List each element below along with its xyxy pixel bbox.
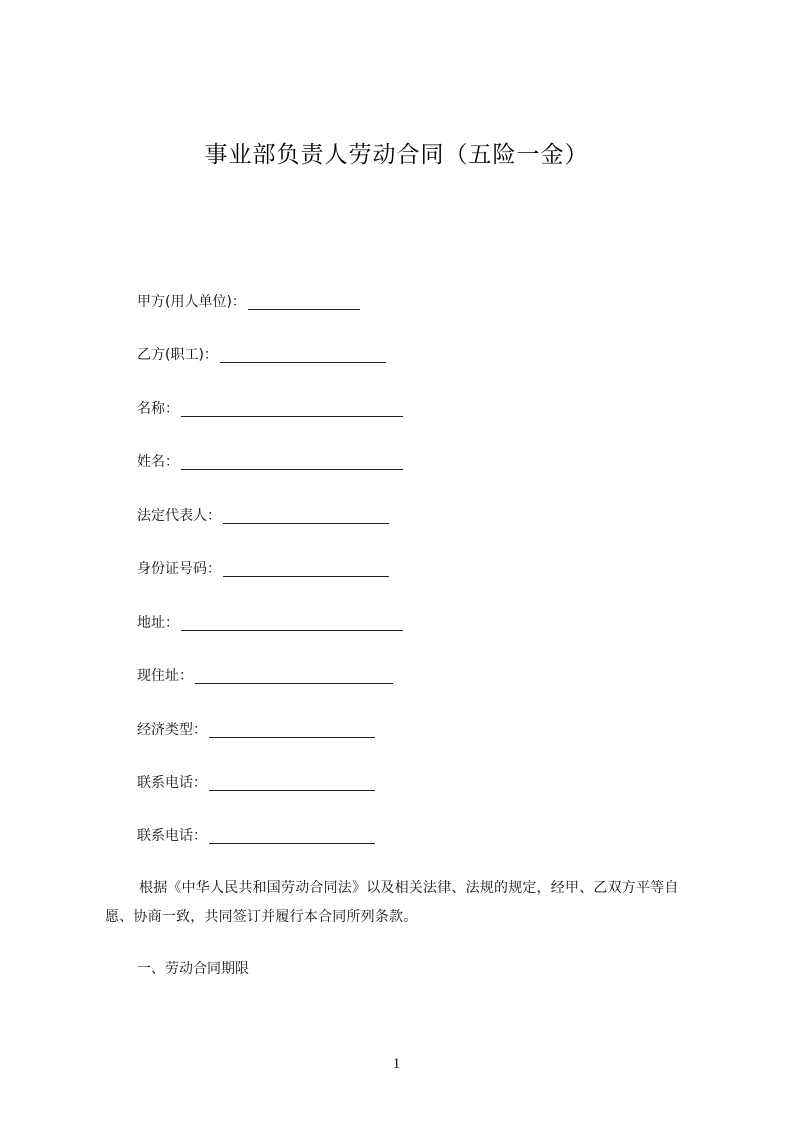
party-a-field [137, 290, 360, 314]
employee-name-field [137, 450, 403, 474]
economic-type-field [137, 718, 375, 742]
employee-name-label: 姓名： [137, 454, 179, 470]
phone-label-1: 联系电话： [137, 775, 207, 791]
current-address-blank[interactable] [195, 665, 393, 684]
address-field [137, 611, 403, 635]
id-number-blank[interactable] [223, 558, 389, 577]
economic-type-label: 经济类型： [137, 722, 207, 738]
employee-name-blank[interactable] [181, 451, 403, 470]
phone-blank-1[interactable] [209, 772, 375, 791]
party-b-blank[interactable] [220, 344, 386, 363]
phone-field-2 [137, 824, 375, 848]
section-heading-contract-term: 一、劳动合同期限 [137, 961, 249, 977]
intro-paragraph: 根据《中华人民共和国劳动合同法》以及相关法律、法规的规定，经甲、乙双方平等自愿、协商一致，共同签订并履行本合同所列条款。 [105, 880, 679, 925]
legal-representative-blank[interactable] [223, 505, 389, 524]
legal-representative-label: 法定代表人： [137, 508, 221, 524]
company-name-field [137, 397, 403, 421]
current-address-label: 现住址： [137, 668, 193, 684]
phone-field-1 [137, 771, 375, 795]
company-name-blank[interactable] [181, 398, 403, 417]
legal-representative-field [137, 504, 389, 528]
document-title: 事业部负责人劳动合同（五险一金） [204, 142, 589, 168]
phone-blank-2[interactable] [209, 825, 375, 844]
id-number-label: 身份证号码： [137, 561, 221, 577]
party-a-label: 甲方(用人单位)： [137, 294, 246, 310]
id-number-field [137, 557, 389, 581]
current-address-field [137, 664, 393, 688]
party-b-field [137, 343, 386, 367]
phone-label-2: 联系电话： [137, 828, 207, 844]
address-label: 地址： [137, 615, 179, 631]
address-blank[interactable] [181, 612, 403, 631]
page-number: 1 [392, 1056, 401, 1072]
company-name-label: 名称： [137, 401, 179, 417]
party-b-label: 乙方(职工)： [137, 347, 218, 363]
economic-type-blank[interactable] [209, 719, 375, 738]
party-a-blank[interactable] [248, 291, 360, 310]
